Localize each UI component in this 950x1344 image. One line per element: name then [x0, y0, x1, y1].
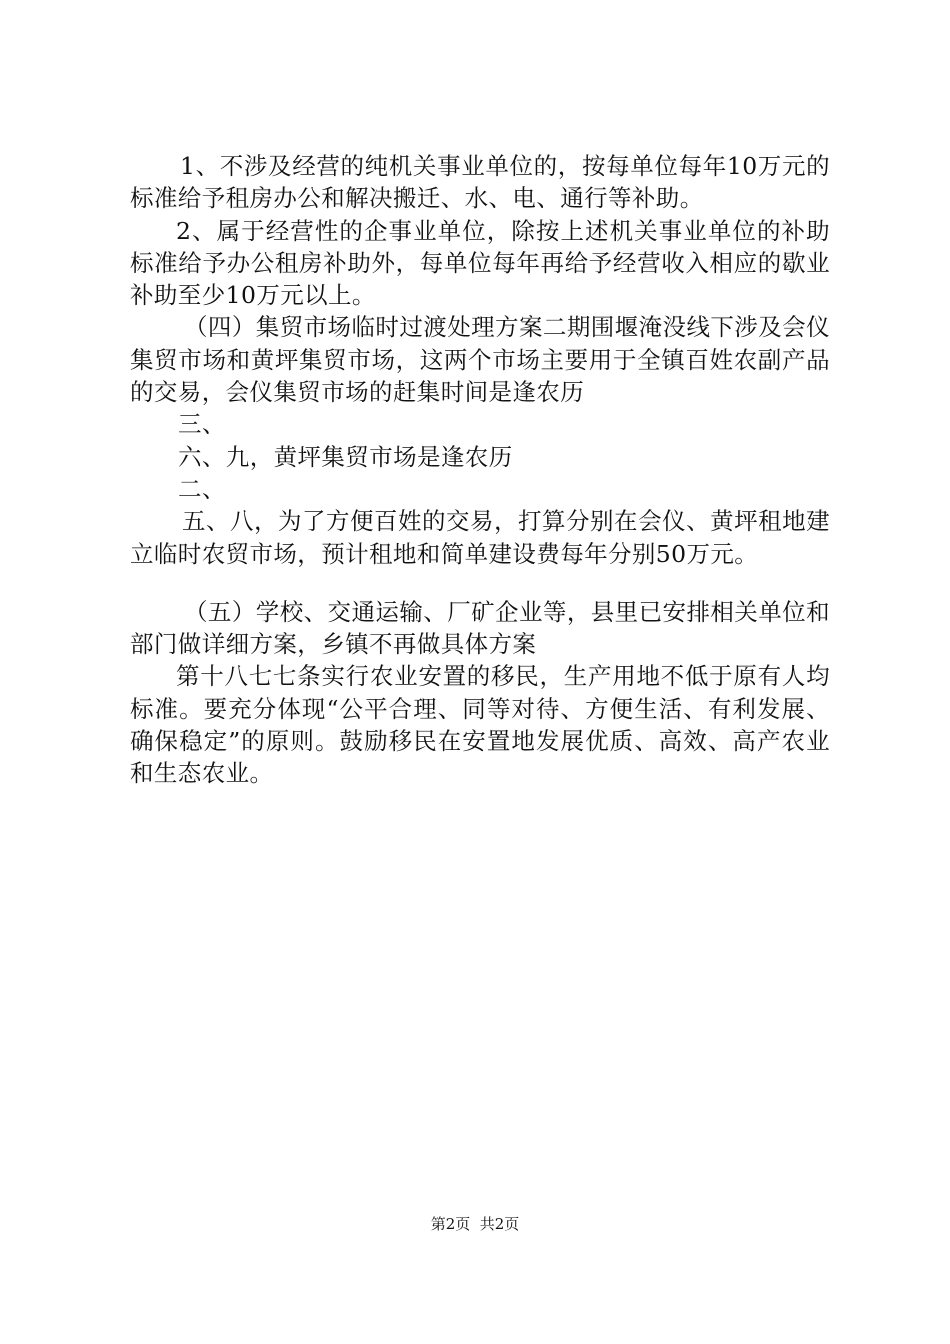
paragraph-1: 1、不涉及经营的纯机关事业单位的，按每单位每年10万元的标准给予租房办公和解决搬迁、水、电、通行等补助。	[130, 152, 830, 213]
paragraph-8: （五）学校、交通运输、厂矿企业等，县里已安排相关单位和部门做详细方案，乡镇不再做具体方案	[130, 597, 830, 659]
paragraph-4: 三、	[178, 410, 226, 439]
paragraph-9: 第十八七七条实行农业安置的移民，生产用地不低于原有人均标准。要充分体现“公平合理、同等对待、方便生活、有利发展、确保稳定”的原则。鼓励移民在安置地发展优质、高效、高产农业和生态农业。	[130, 662, 830, 788]
paragraph-7: 五、八，为了方便百姓的交易，打算分别在会仪、黄坪租地建立临时农贸市场，预计租地和简单建设费每年分别50万元。	[130, 507, 830, 568]
document-body	[130, 150, 830, 790]
paragraph-2: 2、属于经营性的企事业单位，除按上述机关事业单位的补助标准给予办公租房补助外，每单位每年再给予经营收入相应的歇业补助至少10万元以上。	[130, 216, 830, 310]
page-number-label: 第2页 共2页	[430, 1215, 520, 1233]
paragraph-6: 二、	[178, 474, 226, 503]
paragraph-5: 六、九，黄坪集贸市场是逢农历	[178, 442, 513, 471]
page-footer	[0, 1214, 950, 1234]
paragraph-gap	[130, 570, 830, 596]
paragraph-3: （四）集贸市场临时过渡处理方案二期围堰淹没线下涉及会仪集贸市场和黄坪集贸市场，这两个市场主要用于全镇百姓农副产品的交易，会仪集贸市场的赶集时间是逢农历	[130, 313, 830, 407]
